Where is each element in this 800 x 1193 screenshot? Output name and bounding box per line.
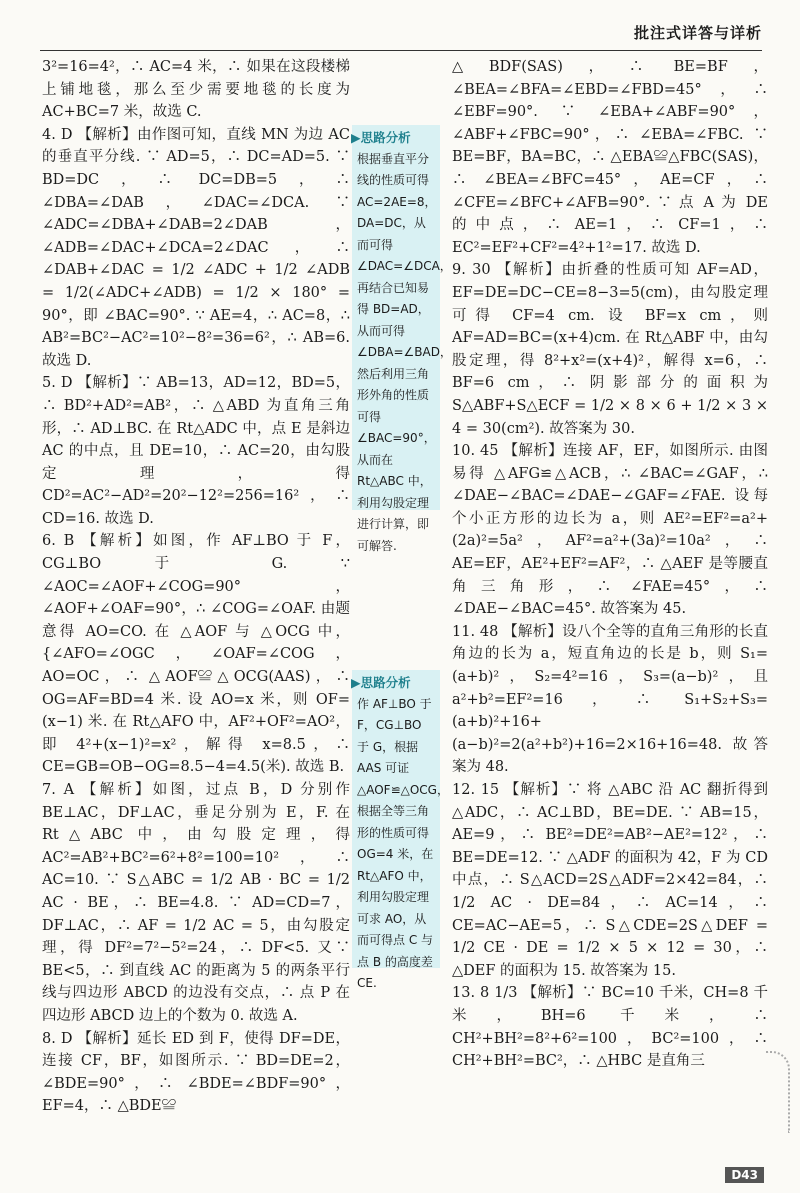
sidebar-title: ▶思路分析 [351,675,411,690]
paragraph-q10: 10. 45 【解析】连接 AF，EF，如图所示. 由图易得 △AFG≌△ACB，∴ ∠BAC=∠GAF，∴ ∠DAE−∠BAC=∠DAE−∠GAF=∠FAE. 设每个小正方形的边长为 a，则 AE²=EF²=a²+(2a)²=5a²，AF²=a²+(3a)²=10a²，∴ AE=EF，AE²+EF²=AF²，∴ △AEF 是等腰直角三角形，∴ ∠FAE=45°，∴ ∠DAE−∠BAC=45°. 故答案为 45. [452,443,768,618]
paragraph-q9: 9. 30 【解析】由折叠的性质可知 AF=AD，EF=DE=DC−CE=8−3=5(cm)，由勾股定理可得 CF=4 cm. 设 BF=x cm，则 AF=AD=BC=(x+4)cm. 在 Rt△ABF 中，由勾股定理，得 8²+x²=(x+4)²，解得 x=6，∴ BF=6 cm，∴ 阴影部分的面积为 S△ABF+S△ECF = 1/2 × 8 × 6 + 1/2 × 3 × 4 = 30(cm²). 故答案为 30. [452,262,768,437]
paragraph-q11: 11. 48 【解析】设八个全等的直角三角形的长直角边的长为 a，短直角边的长是 b，则 S₁=(a+b)²，S₂=4²=16，S₃=(a−b)²，且 a²+b²=EF²=16，∴ S₁+S₂+S₃=(a+b)²+16+(a−b)²=2(a²+b²)+16=2×16+16=48. 故答案为 48. [452,623,768,776]
sidebar-text: 作 AF⊥BO 于 F，CG⊥BO 于 G，根据 AAS 可证 △AOF≌△OCG，根据全等三角形的性质可得 OG=4 米，在 Rt△AFO 中，利用勾股定理可求 AO，从而可得点 C 与点 B 的高度差 CE. [357,696,449,990]
arrow-icon: ▶ [351,130,361,145]
page-header: 批注式详答与详析 [633,24,762,42]
sidebar-text: 根据垂直平分线的性质可得 AC=2AE=8，DA=DC，从而可得 ∠DAC=∠DCA，再结合已知易得 BD=AD，从而可得 ∠DBA=∠BAD，然后利用三角形外角的性质可得 ∠BAC=90°，从而在 Rt△ABC 中，利用勾股定理进行计算，即可解答. [357,151,452,553]
analysis-sidebar-2 [351,670,449,990]
paragraph-q4: 4. D 【解析】由作图可知，直线 MN 为边 AC 的垂直平分线. ∵ AD=5，∴ DC=AD=5. ∵ BD=DC，∴ DC=DB=5，∴ ∠DBA=∠DAB，∠DAC=∠DCA. ∵ ∠ADC=∠DBA+∠DAB=2∠DAB，∠ADB=∠DAC+∠DCA=2∠DAC，∴ ∠DAB+∠DAC = 1/2 ∠ADC + 1/2 ∠ADB = 1/2(∠ADC+∠ADB) = 1/2 × 180° = 90°，即 ∠BAC=90°. ∵ AE=4，∴ AC=8，∴ AB²=BC²−AC²=10²−8²=36=6²，∴ AB=6. 故选 D. [42,126,350,369]
paragraph-q6: 6. B 【解析】如图，作 AF⊥BO 于 F，CG⊥BO 于 G. ∵ ∠AOC=∠AOF+∠COG=90°，∠AOF+∠OAF=90°，∴ ∠COG=∠OAF. 由题意得 AO=CO. 在 △AOF 与 △OCG 中，{∠AFO=∠OGC，∠OAF=∠COG，AO=OC，∴ △AOF≌△OCG(AAS)，∴ OG=AF=BD=4 米. 设 AO=x 米，则 OF=(x−1) 米. 在 Rt△AFO 中，AF²+OF²=AO²，即 4²+(x−1)²=x²，解得 x=8.5，∴ CE=GB=OB−OG=8.5−4=4.5(米). 故选 B. [42,533,350,776]
analysis-sidebar-1 [351,125,452,553]
paragraph-q3-tail: 3²=16=4²，∴ AC=4 米，∴ 如果在这段楼梯上铺地毯，那么至少需要地毯的长度为 AC+BC=7 米，故选 C. [42,59,350,121]
left-column [42,56,350,1118]
paragraph-q5: 5. D 【解析】∵ AB=13，AD=12，BD=5，∴ BD²+AD²=AB²，∴ △ABD 为直角三角形，∴ AD⊥BC. 在 Rt△ADC 中，点 E 是斜边 AC 的中点，且 DE=10，∴ AC=20，由勾股定理，得 CD²=AC²−AD²=20²−12²=256=16²，∴ CD=16. 故选 D. [42,375,350,527]
paragraph-q8-tail: △BDF(SAS)，∴ BE=BF，∠BEA=∠BFA=∠EBD=∠FBD=45°，∴ ∠EBF=90°. ∵ ∠EBA+∠ABF=90°，∠ABF+∠FBC=90°，∴ ∠EBA=∠FBC. ∵ BE=BF，BA=BC，∴ △EBA≌△FBC(SAS)，∴ ∠BEA=∠BFC=45°，AE=CF，∴ ∠CFE=∠BFC+∠AFB=90°. ∵ 点 A 为 DE 的中点，∴ AE=1，∴ CF=1，∴ EC²=EF²+CF²=4²+1²=17. 故选 D. [452,59,768,256]
sidebar-title: ▶思路分析 [351,130,411,145]
paragraph-q7: 7. A 【解析】如图，过点 B，D 分别作 BE⊥AC，DF⊥AC，垂足分别为 E，F. 在 Rt△ABC 中，由勾股定理，得 AC²=AB²+BC²=6²+8²=100=10²，∴ AC=10. ∵ S△ABC = 1/2 AB · BC = 1/2 AC · BE，∴ BE=4.8. ∵ AD=CD=7，DF⊥AC，∴ AF = 1/2 AC = 5，由勾股定理，得 DF²=7²−5²=24，∴ DF<5. 又∵ BE<5，∴ 到直线 AC 的距离为 5 的两条平行线与四边形 ABCD 的边没有交点，∴ 点 P 在四边形 ABCD 边上的个数为 0. 故选 A. [42,782,350,1024]
paragraph-q13: 13. 8 1/3 【解析】∵ BC=10 千米，CH=8 千米，BH=6 千米，∴ CH²+BH²=8²+6²=100，BC²=100，∴ CH²+BH²=BC²，∴ △HBC 是直角三 [452,985,768,1070]
header-rule [40,50,762,51]
page-number: D43 [725,1167,764,1183]
paragraph-q8: 8. D 【解析】延长 ED 到 F，使得 DF=DE，连接 CF，BF，如图所示. ∵ BD=DE=2，∠BDE=90°，∴ ∠BDE=∠BDF=90°，EF=4，∴ △BDE≌ [42,1030,350,1115]
paragraph-q12: 12. 15 【解析】∵ 将 △ABC 沿 AC 翻折得到 △ADC，∴ AC⊥BD，BE=DE. ∵ AB=15，AE=9，∴ BE²=DE²=AB²−AE²=12²，∴ BE=DE=12. ∵ △ADF 的面积为 42，F 为 CD 中点，∴ S△ACD=2S△ADF=2×42=84，∴ 1/2 AC · DE=84，∴ AC=14，∴ CE=AC−AE=5，∴ S△CDE=2S△DEF = 1/2 CE · DE = 1/2 × 5 × 12 = 30，∴ △DEF 的面积为 15. 故答案为 15. [452,782,768,979]
page-corner-decoration [766,1051,790,1133]
right-column [452,56,768,1073]
arrow-icon: ▶ [351,675,361,690]
